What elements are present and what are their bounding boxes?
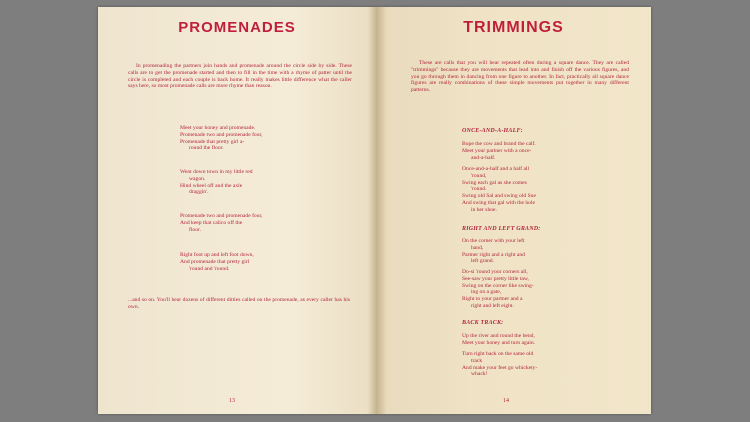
verse-line: Up the river and round the bend, (462, 333, 535, 339)
verse-block (462, 351, 537, 378)
verse-line: hand, (471, 244, 484, 251)
verse-line: wagon. (189, 175, 206, 182)
verse-line: Promenade that pretty girl a- (180, 138, 245, 145)
verse-line: Swing old Sal and swing old Sue (462, 193, 536, 200)
verse-line: 'round and 'round. (189, 265, 230, 272)
left-page (98, 7, 376, 414)
verse-line: Swing each gal as she comes (462, 179, 527, 186)
verse-line: Promenade two and promenade four, (180, 213, 263, 219)
verse-block (180, 169, 253, 196)
verse-block (462, 333, 535, 347)
verse-line: left grand. (471, 258, 494, 265)
verse-line: floor. (189, 226, 201, 233)
right-page (376, 7, 651, 414)
section-heading: ONCE-AND-A-HALF: (462, 128, 523, 134)
verse-line: round the floor. (189, 145, 224, 152)
verse-line: ing on a gate, (471, 289, 502, 296)
verse-block (462, 141, 536, 161)
verse-line: Turn right back on the same old (462, 351, 534, 357)
verse-line: Right foot up and left foot down, (180, 252, 254, 258)
booklet-spread (98, 7, 651, 414)
intro-paragraph: These are calls that you will hear repeated often during a square dance. They are called "trimmings" because they are movements that lead into and finish off the various figures, and you go through them in dancing from one figure to another. In fact, practically all square dance figures are really combinations of these simple movements put together in many different patterns. (411, 60, 629, 94)
verse-line: Meet your partner with a once- (462, 147, 532, 154)
verse-block (462, 166, 536, 214)
verse-block (180, 213, 263, 233)
verse-line: Do-si 'round your corners all, (462, 269, 528, 275)
verse-line: And promenade that pretty girl (180, 258, 250, 265)
verse-line: Once-and-a-half and a half all (462, 166, 530, 172)
verse-line: Partner right and a right and (462, 251, 525, 258)
verse-line: whack! (471, 371, 488, 378)
verse-line: 'round, (471, 172, 487, 179)
page-number: 14 (503, 398, 509, 404)
verse-line: Bope the cow and brand the calf. (462, 141, 536, 147)
verse-line: Hind wheel off and the axle (180, 182, 243, 189)
verse-block (180, 252, 254, 272)
section-heading: BACK TRACK: (462, 320, 504, 326)
page-title: TRIMMINGS (463, 19, 564, 36)
verse-line: Meet your honey and promenade. (180, 125, 256, 131)
closing-paragraph: ...and so on. You'll hear dozens of different ditties called on the promenade, as every caller has his own. (128, 297, 350, 310)
verse-line: Went down town in my little red (180, 169, 253, 175)
verse-line: track (471, 357, 483, 364)
verse-line: Right to your partner and a (462, 296, 523, 303)
verse-line: And make your feet go whickety- (462, 364, 538, 371)
verse-line: Promenade two and promenade four, (180, 131, 263, 138)
verse-line: right and left eight. (471, 302, 514, 309)
verse-line: draggin'. (189, 189, 209, 196)
page-title: PROMENADES (178, 19, 296, 36)
verse-block (462, 238, 525, 265)
verse-line: On the corner with your left (462, 238, 525, 244)
verse-line: 'round. (471, 186, 487, 193)
verse-line: and-a-half. (471, 154, 496, 161)
verse-line: Meet your honey and turn again. (462, 339, 536, 346)
verse-line: in her shoe. (471, 206, 497, 213)
verse-line: And swing that gal with the hole (462, 199, 536, 206)
verse-block (462, 269, 534, 310)
page-number: 13 (229, 398, 235, 404)
verse-line: Swing on the corner like swing- (462, 282, 534, 289)
verse-block (180, 125, 263, 152)
verse-line: And keep that calico off the (180, 219, 243, 226)
intro-paragraph: In promenading the partners join hands and promenade around the circle side by side. These calls are to get the promenade started and then to fill in the time with a rhyme of patter until the circle is completed and each couple is back home. It really makes little difference what the caller says here, so most promenade calls are more rhyme than reason. (128, 63, 352, 90)
verse-line: See-saw your pretty little taw, (462, 275, 529, 282)
section-heading: RIGHT AND LEFT GRAND: (462, 226, 541, 232)
